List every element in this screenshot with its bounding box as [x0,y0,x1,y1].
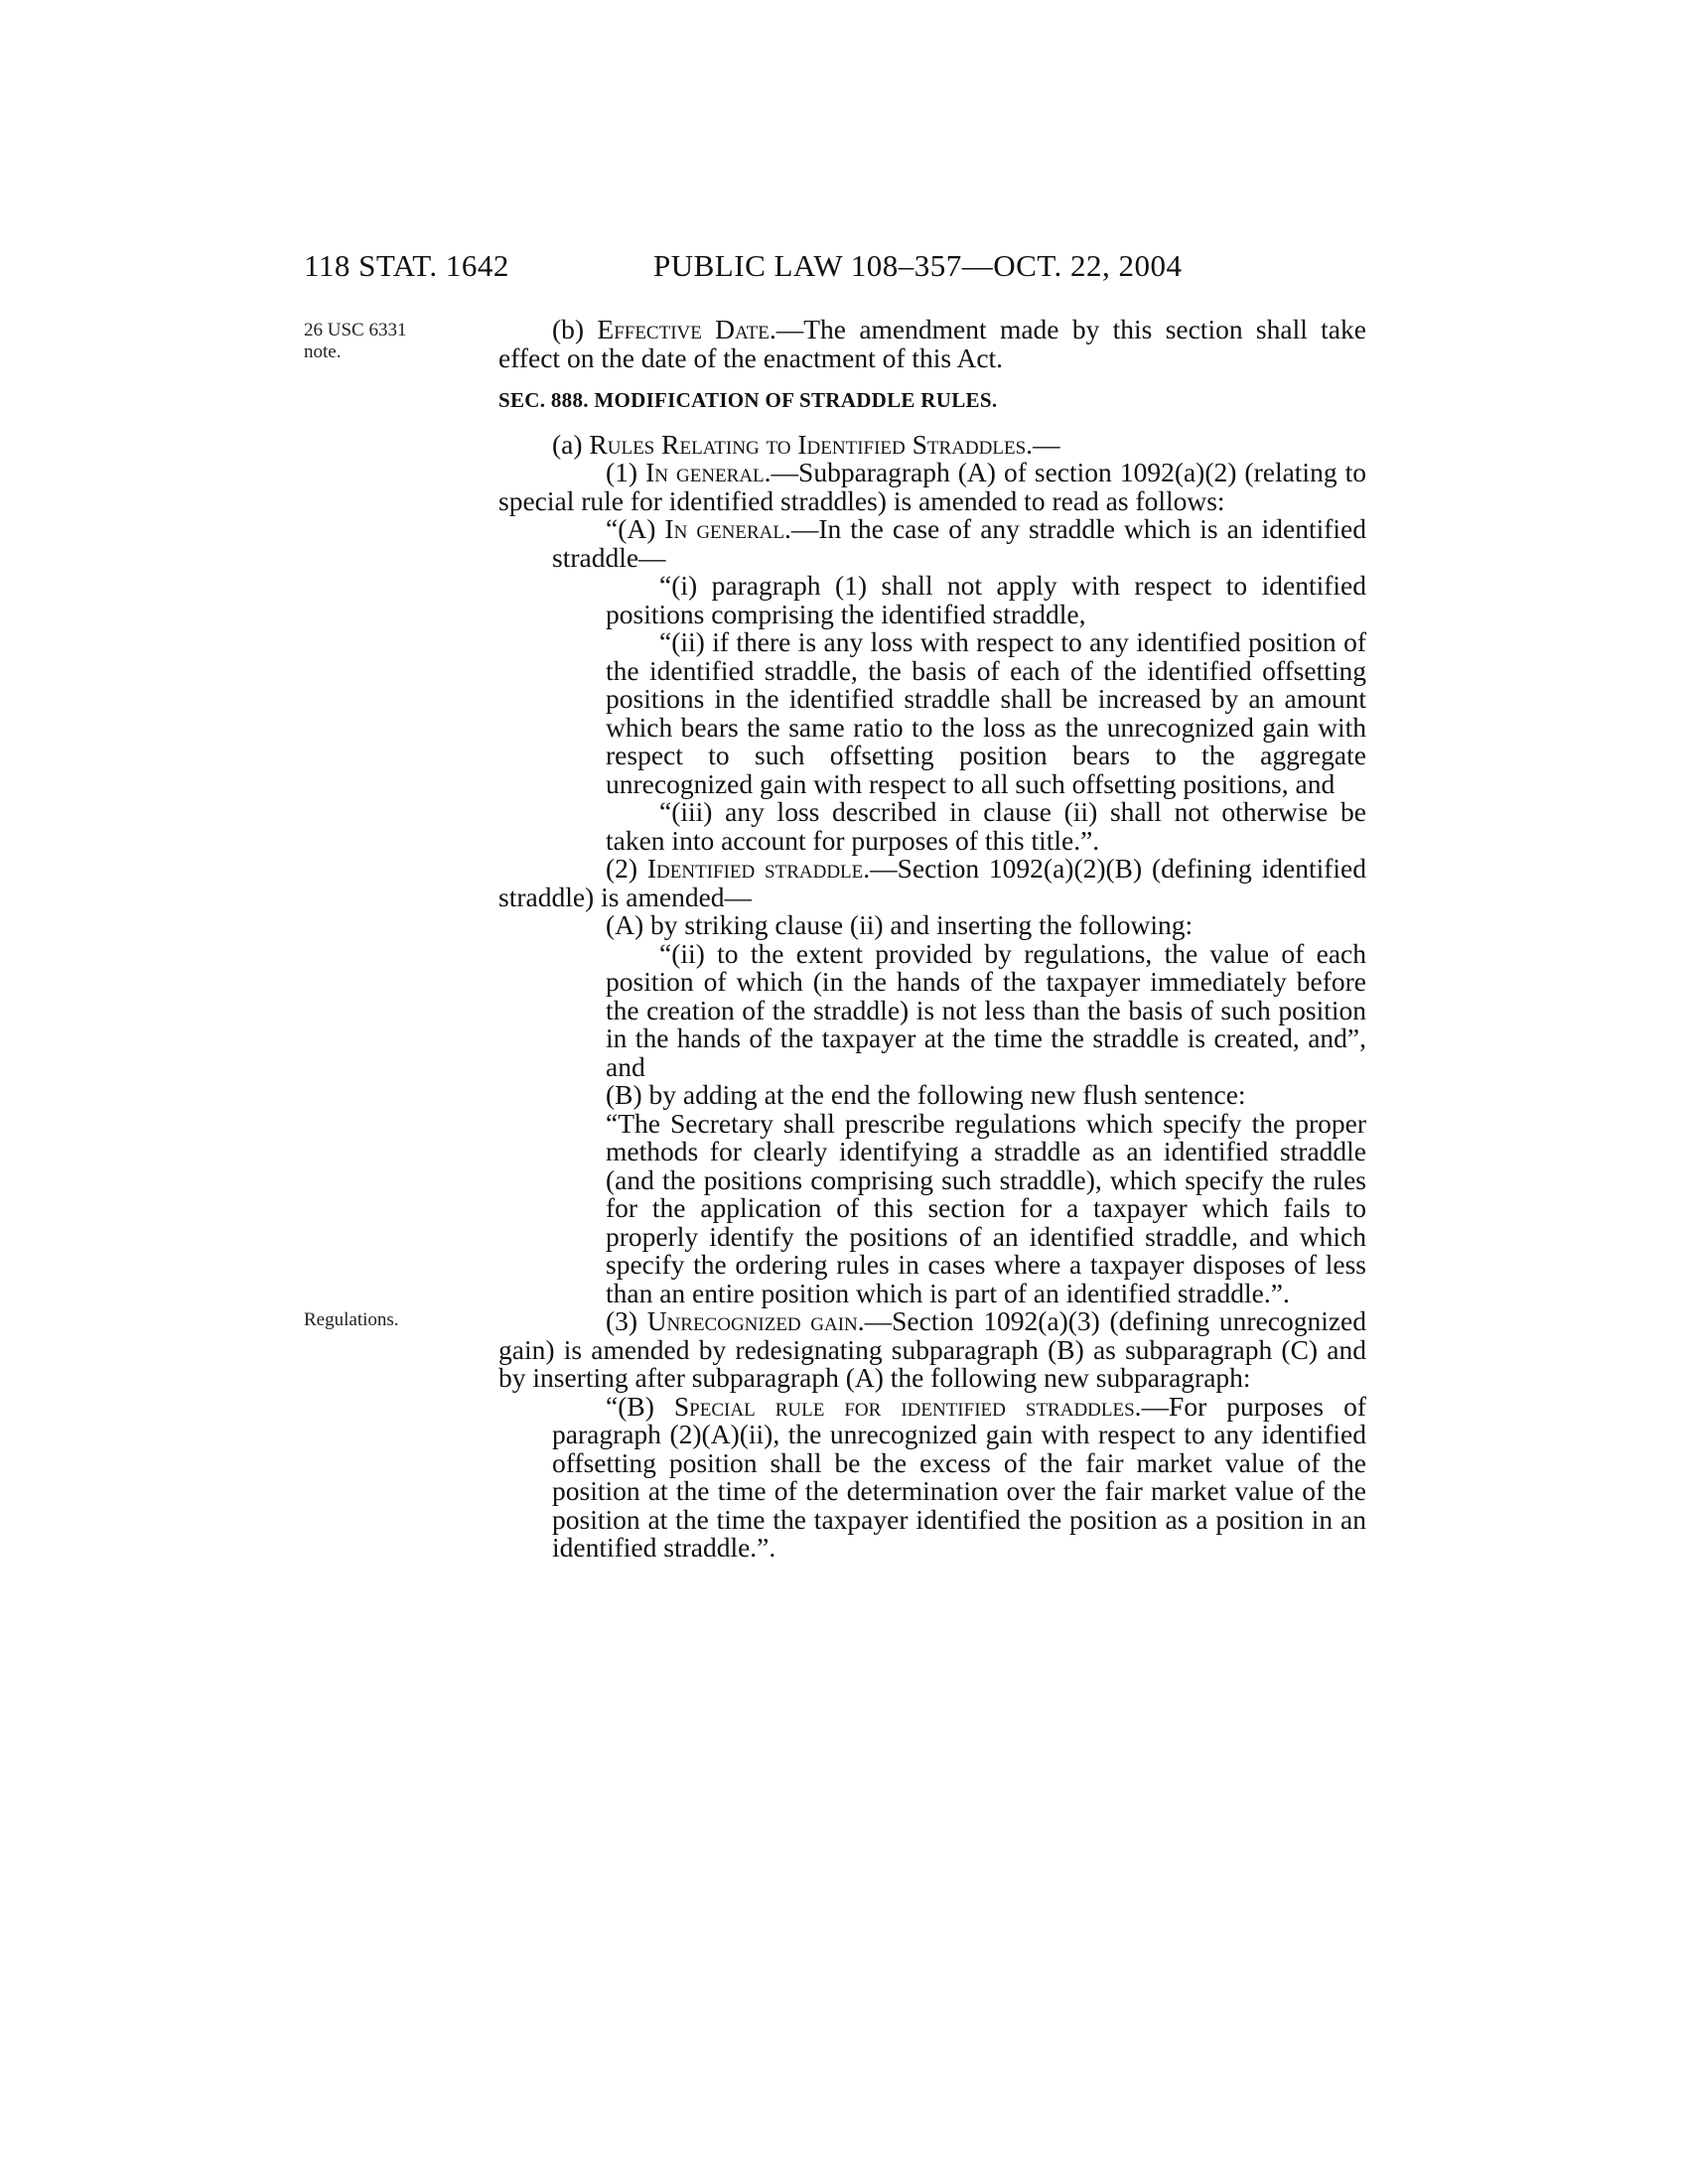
subsection-a [498,428,1366,460]
margin-note-usc-line1: 26 USC 6331 [304,320,407,341]
section-heading: SEC. 888. MODIFICATION OF STRADDLE RULES. [498,388,998,412]
quoted-subparagraph-a-heading: In general [664,513,784,544]
paragraph-2-subparagraph-a: (A) by striking clause (ii) and inserting the following: [606,909,1194,940]
paragraph-3-body: .—Section 1092(a)(3) (defining unrecognized gain) is amended by redesignating subparagraph (B) as subparagraph (C) and by inserting after subparagraph (A) the following new subparagraph: [498,1305,1366,1393]
quoted-subparagraph-b-heading: Special rule for identified straddles [673,1390,1135,1422]
paragraph-1-heading: In general [645,457,765,487]
subsection-a-tail: .— [1026,428,1060,460]
paragraph-3-label: (3) [606,1305,647,1336]
subsection-a-label: (a) [552,428,590,460]
subsection-b-label: (b) [552,314,598,344]
paragraph-3-heading: Unrecognized gain [646,1305,858,1336]
margin-note-usc [304,320,406,363]
quoted-subparagraph-a [498,515,1366,572]
paragraph-2-quoted-clause-ii: “(ii) to the extent provided by regulations, the value of each position of which (in the hands of the taxpayer immediately before the creation of the straddle) is not less than the basis of such position in the hands of the taxpayer at the time the straddle is created, and”, and [606,937,1366,1082]
paragraph-2 [498,855,1366,911]
quoted-subparagraph-a-body: .—In the case of any straddle which is an identified straddle— [552,513,1366,573]
subsection-a-heading: Rules Relating to Identified Straddles [589,428,1027,460]
subsection-b-heading: Effective Date [597,314,770,344]
public-law-title: PUBLIC LAW 108–357—OCT. 22, 2004 [653,248,1183,283]
quoted-clause-iii: “(iii) any loss described in clause (ii) shall not otherwise be taken into account for purposes of this title.”. [606,796,1366,856]
subsection-b-effective-date [498,316,1366,372]
paragraph-1-label: (1) [606,457,646,487]
paragraph-1-body: .—Subparagraph (A) of section 1092(a)(2) (relating to special rule for identified straddles) is amended to read as follows: [498,457,1366,516]
document-body [498,316,1366,1563]
quoted-clause-ii: “(ii) if there is any loss with respect to any identified position of the identified straddle, the basis of each of the identified offsetting positions in the identified straddle shall be increased by an amount which bears the same ratio to the loss as the unrecognized gain with respect to such offsetting position bears to the aggregate unrecognized gain with respect to all such offsetting positions, and [606,626,1366,799]
quoted-subparagraph-b-label: “(B) [606,1390,674,1422]
quoted-clause-i: “(i) paragraph (1) shall not apply with respect to identified positions comprising the identified straddle, [606,570,1366,629]
paragraph-2-heading: Identified straddle [646,853,864,884]
paragraph-2-subparagraph-b: (B) by adding at the end the following new flush sentence: [606,1079,1246,1110]
margin-note-regulations: Regulations. [304,1309,399,1330]
page-header [0,248,1688,288]
paragraph-2-label: (2) [606,853,647,884]
statute-page-number: 118 STAT. 1642 [304,248,509,283]
quoted-subparagraph-b [498,1390,1366,1563]
quoted-subparagraph-b-body: .—For purposes of paragraph (2)(A)(ii), the unrecognized gain with respect to any identified offsetting position shall be the excess of the fair market value of the position at the time of the determination over the fair market value of the position at the time the taxpayer identified the position as a position in an identified straddle.”. [552,1390,1366,1563]
paragraph-3 [498,1307,1366,1393]
margin-note-usc-line2: note. [304,341,342,362]
paragraph-2-body: .—Section 1092(a)(2)(B) (defining identified straddle) is amended— [498,853,1366,912]
paragraph-2-flush-sentence: “The Secretary shall prescribe regulations which specify the proper methods for clearly identifying a straddle as an identified straddle (and the positions comprising such straddle), which specify the rules for the application of this section for a taxpayer which fails to properly identify the positions of an identified straddle, and which specify the ordering rules in cases where a taxpayer disposes of less than an entire position which is part of an identified straddle.”. [606,1107,1366,1308]
paragraph-1 [498,459,1366,515]
subsection-b-body: .—The amendment made by this section shall take effect on the date of the enactment of this Act. [498,314,1366,373]
quoted-subparagraph-a-label: “(A) [606,513,665,544]
